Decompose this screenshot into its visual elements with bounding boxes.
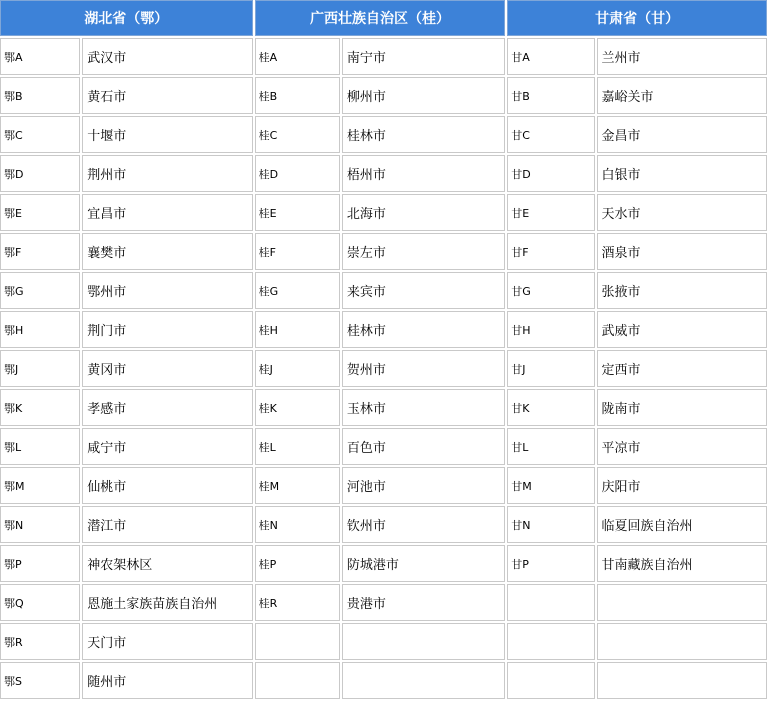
- hubei-plate-code: 鄂Q: [0, 584, 80, 621]
- hubei-city-name: 孝感市: [82, 389, 252, 426]
- gansu-city-name: 临夏回族自治州: [597, 506, 768, 543]
- guangxi-city-name: 防城港市: [342, 545, 505, 582]
- hubei-plate-code: 鄂S: [0, 662, 80, 699]
- hubei-city-name: 随州市: [82, 662, 252, 699]
- gansu-city-name: [597, 584, 768, 621]
- gansu-plate-code: 甘J: [507, 350, 594, 387]
- header-gansu: 甘肃省（甘）: [507, 0, 767, 36]
- table-row: [0, 506, 767, 543]
- guangxi-plate-code: 桂N: [255, 506, 340, 543]
- gansu-plate-code: 甘B: [507, 77, 594, 114]
- guangxi-plate-code: 桂D: [255, 155, 340, 192]
- table-row: [0, 428, 767, 465]
- gansu-city-name: 兰州市: [597, 38, 768, 75]
- guangxi-plate-code: 桂L: [255, 428, 340, 465]
- hubei-plate-code: 鄂E: [0, 194, 80, 231]
- gansu-plate-code: 甘D: [507, 155, 594, 192]
- hubei-plate-code: 鄂C: [0, 116, 80, 153]
- guangxi-plate-code: 桂K: [255, 389, 340, 426]
- hubei-plate-code: 鄂G: [0, 272, 80, 309]
- hubei-plate-code: 鄂R: [0, 623, 80, 660]
- table-row: [0, 467, 767, 504]
- guangxi-city-name: 钦州市: [342, 506, 505, 543]
- guangxi-city-name: 崇左市: [342, 233, 505, 270]
- hubei-plate-code: 鄂L: [0, 428, 80, 465]
- guangxi-city-name: 北海市: [342, 194, 505, 231]
- hubei-city-name: 荆门市: [82, 311, 252, 348]
- gansu-plate-code: 甘K: [507, 389, 594, 426]
- guangxi-plate-code: [255, 623, 340, 660]
- guangxi-plate-code: 桂M: [255, 467, 340, 504]
- hubei-city-name: 恩施土家族苗族自治州: [82, 584, 252, 621]
- gansu-city-name: 酒泉市: [597, 233, 768, 270]
- hubei-plate-code: 鄂B: [0, 77, 80, 114]
- gansu-plate-code: [507, 584, 594, 621]
- guangxi-city-name: 玉林市: [342, 389, 505, 426]
- guangxi-city-name: 贺州市: [342, 350, 505, 387]
- hubei-plate-code: 鄂F: [0, 233, 80, 270]
- gansu-plate-code: 甘P: [507, 545, 594, 582]
- guangxi-plate-code: 桂E: [255, 194, 340, 231]
- table-row: [0, 155, 767, 192]
- table-row: [0, 38, 767, 75]
- gansu-city-name: 武威市: [597, 311, 768, 348]
- gansu-city-name: [597, 623, 768, 660]
- guangxi-city-name: 梧州市: [342, 155, 505, 192]
- guangxi-plate-code: 桂G: [255, 272, 340, 309]
- table-row: [0, 116, 767, 153]
- gansu-city-name: 金昌市: [597, 116, 768, 153]
- table-row: [0, 77, 767, 114]
- hubei-plate-code: 鄂H: [0, 311, 80, 348]
- guangxi-plate-code: 桂R: [255, 584, 340, 621]
- guangxi-plate-code: 桂H: [255, 311, 340, 348]
- gansu-city-name: 庆阳市: [597, 467, 768, 504]
- hubei-city-name: 天门市: [82, 623, 252, 660]
- hubei-city-name: 武汉市: [82, 38, 252, 75]
- gansu-city-name: 天水市: [597, 194, 768, 231]
- guangxi-city-name: 百色市: [342, 428, 505, 465]
- table-row: [0, 194, 767, 231]
- table-row: [0, 545, 767, 582]
- hubei-city-name: 襄樊市: [82, 233, 252, 270]
- gansu-plate-code: 甘E: [507, 194, 594, 231]
- hubei-plate-code: 鄂J: [0, 350, 80, 387]
- table-row: [0, 389, 767, 426]
- table-body: [0, 38, 767, 699]
- gansu-city-name: 陇南市: [597, 389, 768, 426]
- header-row: [0, 0, 767, 36]
- gansu-plate-code: 甘M: [507, 467, 594, 504]
- gansu-city-name: 白银市: [597, 155, 768, 192]
- hubei-city-name: 荆州市: [82, 155, 252, 192]
- gansu-plate-code: 甘G: [507, 272, 594, 309]
- hubei-city-name: 宜昌市: [82, 194, 252, 231]
- gansu-plate-code: 甘N: [507, 506, 594, 543]
- table-row: [0, 350, 767, 387]
- guangxi-city-name: 南宁市: [342, 38, 505, 75]
- gansu-plate-code: 甘H: [507, 311, 594, 348]
- hubei-city-name: 鄂州市: [82, 272, 252, 309]
- hubei-plate-code: 鄂P: [0, 545, 80, 582]
- table-row: [0, 584, 767, 621]
- hubei-plate-code: 鄂A: [0, 38, 80, 75]
- gansu-city-name: 平凉市: [597, 428, 768, 465]
- gansu-city-name: [597, 662, 768, 699]
- hubei-city-name: 潜江市: [82, 506, 252, 543]
- table-row: [0, 662, 767, 699]
- hubei-plate-code: 鄂K: [0, 389, 80, 426]
- gansu-city-name: 张掖市: [597, 272, 768, 309]
- gansu-plate-code: 甘L: [507, 428, 594, 465]
- hubei-plate-code: 鄂N: [0, 506, 80, 543]
- table-row: [0, 311, 767, 348]
- header-guangxi: 广西壮族自治区（桂）: [255, 0, 506, 36]
- gansu-city-name: 定西市: [597, 350, 768, 387]
- guangxi-plate-code: 桂A: [255, 38, 340, 75]
- header-hubei: 湖北省（鄂）: [0, 0, 253, 36]
- guangxi-plate-code: [255, 662, 340, 699]
- table-row: [0, 233, 767, 270]
- guangxi-city-name: 桂林市: [342, 116, 505, 153]
- gansu-plate-code: 甘C: [507, 116, 594, 153]
- guangxi-city-name: 桂林市: [342, 311, 505, 348]
- guangxi-plate-code: 桂C: [255, 116, 340, 153]
- gansu-plate-code: 甘F: [507, 233, 594, 270]
- guangxi-city-name: 河池市: [342, 467, 505, 504]
- hubei-city-name: 黄石市: [82, 77, 252, 114]
- guangxi-city-name: [342, 662, 505, 699]
- hubei-city-name: 黄冈市: [82, 350, 252, 387]
- gansu-city-name: 甘南藏族自治州: [597, 545, 768, 582]
- guangxi-city-name: 贵港市: [342, 584, 505, 621]
- hubei-city-name: 咸宁市: [82, 428, 252, 465]
- hubei-city-name: 十堰市: [82, 116, 252, 153]
- gansu-plate-code: 甘A: [507, 38, 594, 75]
- guangxi-city-name: 柳州市: [342, 77, 505, 114]
- guangxi-plate-code: 桂P: [255, 545, 340, 582]
- hubei-city-name: 仙桃市: [82, 467, 252, 504]
- hubei-city-name: 神农架林区: [82, 545, 252, 582]
- guangxi-plate-code: 桂B: [255, 77, 340, 114]
- guangxi-city-name: 来宾市: [342, 272, 505, 309]
- guangxi-city-name: [342, 623, 505, 660]
- hubei-plate-code: 鄂D: [0, 155, 80, 192]
- guangxi-plate-code: 桂F: [255, 233, 340, 270]
- gansu-plate-code: [507, 662, 594, 699]
- gansu-city-name: 嘉峪关市: [597, 77, 768, 114]
- guangxi-plate-code: 桂J: [255, 350, 340, 387]
- table-row: [0, 272, 767, 309]
- gansu-plate-code: [507, 623, 594, 660]
- hubei-plate-code: 鄂M: [0, 467, 80, 504]
- table-row: [0, 623, 767, 660]
